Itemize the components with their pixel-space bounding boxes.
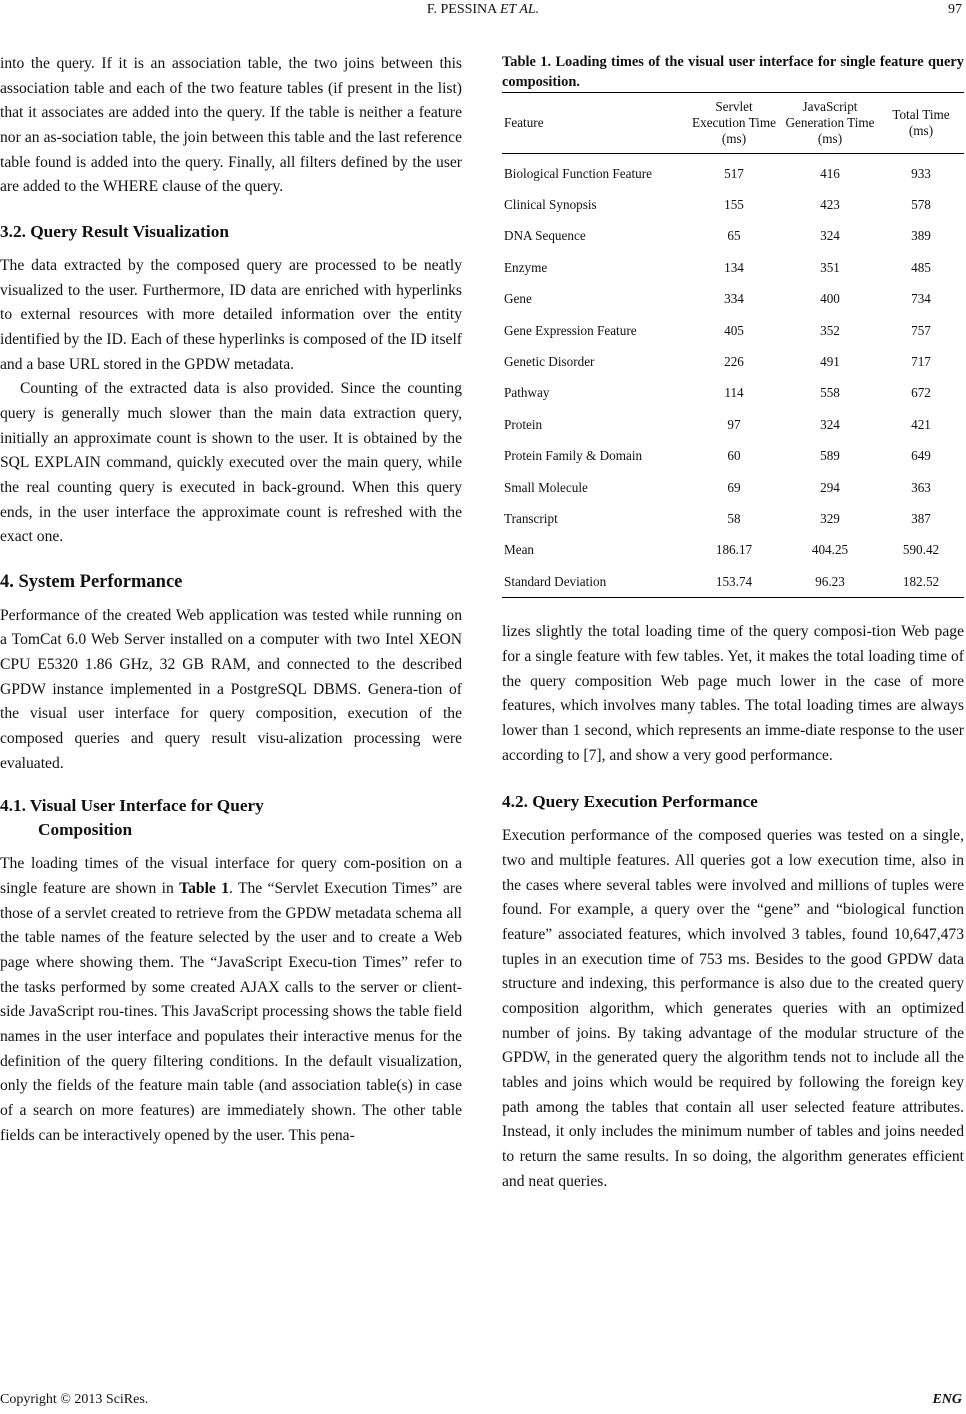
- paragraph: [0, 852, 462, 1148]
- cell-servlet-time: 97: [727, 416, 741, 432]
- cell-javascript-time: 404.25: [811, 542, 849, 558]
- table-row: [502, 409, 964, 440]
- heading-line: 4.1. Visual User Interface for Query: [0, 796, 264, 816]
- cell-total-time: 485: [911, 259, 931, 275]
- cell-feature: Gene Expression Feature: [504, 322, 637, 338]
- section-heading-4-1: [0, 794, 462, 842]
- text-run: . The “Servlet Execution Times” are those of a servlet created to retrieve from the GPDW metadata schema all the table names of the feature selected by the user and to create a Web page where showing them. The “JavaScript Execu-tion Times” refer to the tasks performed by some created AJAX calls to the server or client-side JavaScript rou-tines. This JavaScript processing shows the table field names in the user interface and populates their interactive menus for the definition of the query filtering conditions. In the default visualization, only the fields of the feature main table (and association table(s) in case of a search on more features) are immediately shown. The other table fields can be interactively opened by the user. This pena-: [0, 880, 462, 1144]
- cell-javascript-time: 96.23: [815, 573, 845, 589]
- cell-javascript-time: 352: [820, 322, 840, 338]
- cell-feature: DNA Sequence: [504, 228, 586, 244]
- cell-total-time: 578: [911, 197, 931, 213]
- table-row: [502, 221, 964, 252]
- cell-total-time: 734: [911, 291, 931, 307]
- paragraph: Execution performance of the composed queries was tested on a single, two and multiple features. All queries got a low execution time, also in the cases where several tables were involved and millions of tuples were found. For example, a query over the “gene” and “biological function feature” associated features, which involved 3 tables, found 10,647,473 tuples in an execution time of 753 ms. Besides to the good GPDW data structure and indexing, this performance is also due to the created query composition algorithm, which generates queries with an optimized number of joins. By taking advantage of the modular structure of the GPDW, in the generated query the algorithm tends not to include all the tables and joins which would be required by following the foreign key path among the tables that contain all user selected feature attributes. Instead, it only includes the minimum number of tables and joins needed to return the same results. In so doing, the algorithm generates efficient and neat queries.: [502, 827, 964, 1190]
- right-column: [502, 52, 964, 1194]
- cell-servlet-time: 226: [724, 354, 744, 370]
- table-row: [502, 346, 964, 377]
- cell-javascript-time: 400: [820, 291, 840, 307]
- page-footer: [0, 1392, 966, 1412]
- section-heading-4-2: 4.2. Query Execution Performance: [502, 792, 758, 812]
- table-row: [502, 441, 964, 472]
- page-number: 97: [948, 2, 962, 17]
- running-head-authors: [0, 2, 966, 18]
- section-heading-4: 4. System Performance: [0, 571, 183, 592]
- header-javascript-time: JavaScript Generation Time (ms): [785, 99, 875, 146]
- cell-servlet-time: 405: [724, 322, 744, 338]
- text-run: The loading times of the visual interface for query com-position on a single feature are shown in: [0, 855, 462, 898]
- table-row: [502, 472, 964, 503]
- paragraph: The data extracted by the composed query are processed to be neatly visualized to the user. Furthermore, ID data are enriched with hyperlinks to external resources with more detailed information over the entity identified by the ID. Each of these hyperlinks is composed of the ID itself and a base URL stored in the GPDW metadata.: [0, 256, 462, 373]
- cell-total-time: 717: [911, 354, 931, 370]
- table-caption: Table 1. Loading times of the visual user interface for single feature query composition.: [502, 54, 964, 90]
- left-column: [0, 52, 462, 1148]
- table-row: [502, 252, 964, 283]
- cell-javascript-time: 558: [820, 385, 840, 401]
- cell-servlet-time: 155: [724, 197, 744, 213]
- cell-total-time: 649: [911, 448, 931, 464]
- cell-servlet-time: 65: [727, 228, 741, 244]
- table-row: [502, 378, 964, 409]
- table-header-row: [502, 93, 964, 154]
- paragraph: Counting of the extracted data is also provided. Since the counting query is generally much slower than the main data extraction query, initially an approximate count is shown to the user. It is obtained by the SQL EXPLAIN command, quickly executed over the main query, while the real counting query is executed in back-ground. When this query ends, in the user interface the approximate count is refreshed with the exact one.: [0, 380, 462, 546]
- cell-servlet-time: 114: [724, 385, 744, 401]
- cell-total-time: 933: [911, 165, 931, 181]
- table-row: [502, 566, 964, 598]
- cell-feature: Pathway: [504, 385, 550, 401]
- table-row: [502, 284, 964, 315]
- cell-feature: Standard Deviation: [504, 573, 607, 589]
- running-head: [0, 2, 966, 22]
- paragraph: into the query. If it is an association table, the two joins between this association table and each of the two feature tables (if present in the list) that it associates are added into the query. If the table is neither a feature nor an as-sociation table, the join between this table and the last reference table found is added into the query. Finally, all filters defined by the user are added to the WHERE clause of the query.: [0, 55, 462, 196]
- cell-javascript-time: 294: [820, 479, 840, 495]
- section-heading-3-2: 3.2. Query Result Visualization: [0, 221, 229, 241]
- cell-javascript-time: 329: [820, 510, 840, 526]
- cell-javascript-time: 416: [820, 165, 840, 181]
- cell-feature: Small Molecule: [504, 479, 588, 495]
- table-row: [502, 503, 964, 534]
- table-reference: Table 1: [179, 880, 229, 898]
- cell-javascript-time: 324: [820, 416, 840, 432]
- cell-servlet-time: 60: [727, 448, 741, 464]
- table-row: [502, 189, 964, 220]
- author-name: F. PESSINA: [426, 2, 497, 17]
- cell-total-time: 757: [911, 322, 931, 338]
- paragraph: lizes slightly the total loading time of the query composi-tion Web page for a single feature with few tables. Yet, it makes the total loading time of the query composition Web page much lower in the case of more features, which involves many tables. The total loading times are always lower than 1 second, which represents an imme-diate response to the user according to [7], and show a very good performance.: [502, 623, 964, 764]
- cell-feature: Transcript: [504, 510, 558, 526]
- cell-servlet-time: 58: [727, 510, 741, 526]
- cell-feature: Protein Family & Domain: [504, 448, 643, 464]
- cell-javascript-time: 423: [820, 197, 840, 213]
- cell-servlet-time: 69: [727, 479, 741, 495]
- heading-line: Composition: [38, 820, 133, 840]
- header-servlet-time: Servlet Execution Time (ms): [692, 99, 776, 146]
- cell-javascript-time: 589: [820, 448, 840, 464]
- cell-total-time: 363: [911, 479, 931, 495]
- cell-feature: Protein: [504, 416, 543, 432]
- cell-feature: Gene: [504, 291, 532, 307]
- cell-servlet-time: 134: [724, 259, 744, 275]
- cell-feature: Biological Function Feature: [504, 165, 652, 181]
- table-row: [502, 535, 964, 566]
- cell-feature: Genetic Disorder: [504, 354, 595, 370]
- cell-feature: Mean: [504, 542, 535, 558]
- copyright: Copyright © 2013 SciRes.: [0, 1392, 149, 1407]
- table-body: [502, 154, 964, 598]
- cell-feature: Clinical Synopsis: [504, 197, 597, 213]
- journal-abbrev: ENG: [932, 1392, 962, 1407]
- cell-servlet-time: 517: [724, 165, 744, 181]
- cell-javascript-time: 491: [820, 354, 840, 370]
- cell-total-time: 389: [911, 228, 931, 244]
- table-row: [502, 315, 964, 346]
- cell-javascript-time: 324: [820, 228, 840, 244]
- cell-total-time: 387: [911, 510, 931, 526]
- cell-servlet-time: 334: [724, 291, 744, 307]
- cell-total-time: 421: [911, 416, 931, 432]
- cell-total-time: 672: [911, 385, 931, 401]
- cell-total-time: 182.52: [902, 573, 940, 589]
- paragraph: Performance of the created Web application was tested while running on a TomCat 6.0 Web Server installed on a computer with two Intel XEON CPU E5320 1.86 GHz, 32 GB RAM, and connected to the described GPDW instance implemented in a PostgreSQL DBMS. Genera-tion of the visual user interface for query composition, execution of the composed queries and query result visu-alization processing were evaluated.: [0, 606, 462, 772]
- et-al: ET AL.: [500, 2, 540, 17]
- header-feature: Feature: [504, 115, 544, 130]
- loading-times-table: [502, 92, 964, 598]
- cell-feature: Enzyme: [504, 259, 548, 275]
- cell-servlet-time: 153.74: [715, 573, 753, 589]
- cell-javascript-time: 351: [820, 259, 840, 275]
- cell-servlet-time: 186.17: [715, 542, 753, 558]
- header-total-time: Total Time (ms): [892, 107, 950, 138]
- cell-total-time: 590.42: [902, 542, 940, 558]
- table-row: [502, 154, 964, 190]
